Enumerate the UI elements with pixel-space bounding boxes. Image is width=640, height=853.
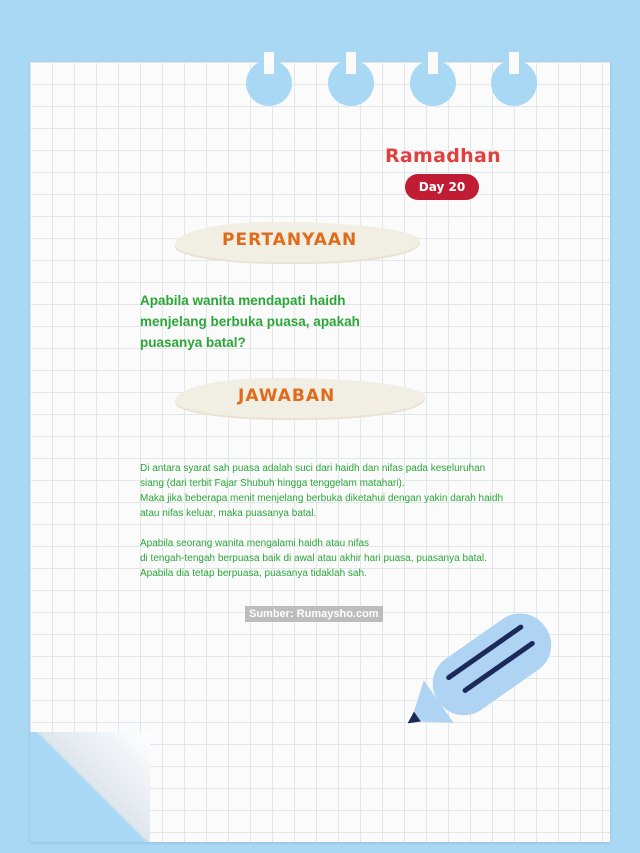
- day-badge: Day 20: [405, 174, 479, 200]
- binder-tab: [509, 52, 519, 74]
- pen-icon: [390, 600, 560, 750]
- answer-line: Di antara syarat sah puasa adalah suci dari haidh dan nifas pada keseluruhan: [140, 463, 486, 474]
- answer-line: siang (dari terbit Fajar Shubuh hingga tenggelam matahari).: [140, 478, 405, 489]
- binder-tab: [264, 52, 274, 74]
- answer-text: [140, 461, 600, 581]
- answer-line: Apabila dia tetap berpuasa, puasanya tidaklah sah.: [140, 568, 367, 579]
- binder-tab: [346, 52, 356, 74]
- question-text: Apabila wanita mendapati haidh menjelang berbuka puasa, apakah puasanya batal?: [140, 293, 360, 350]
- answer-line: Apabila seorang wanita mengalami haidh atau nifas: [140, 538, 370, 549]
- source-label: Sumber: Rumaysho.com: [245, 606, 383, 622]
- answer-line: atau nifas keluar, maka puasanya batal.: [140, 508, 317, 519]
- binder-tab: [428, 52, 438, 74]
- answer-line: di tengah-tengah berpuasa baik di awal atau akhir hari puasa, puasanya batal.: [140, 553, 487, 564]
- answer-line: Maka jika beberapa menit menjelang berbuka diketahui dengan yakin darah haidh: [140, 493, 504, 504]
- answer-heading: JAWABAN: [238, 386, 336, 406]
- question-heading: PERTANYAAN: [222, 230, 358, 250]
- page-title: Ramadhan: [385, 145, 501, 167]
- paragraph-gap: [140, 521, 600, 536]
